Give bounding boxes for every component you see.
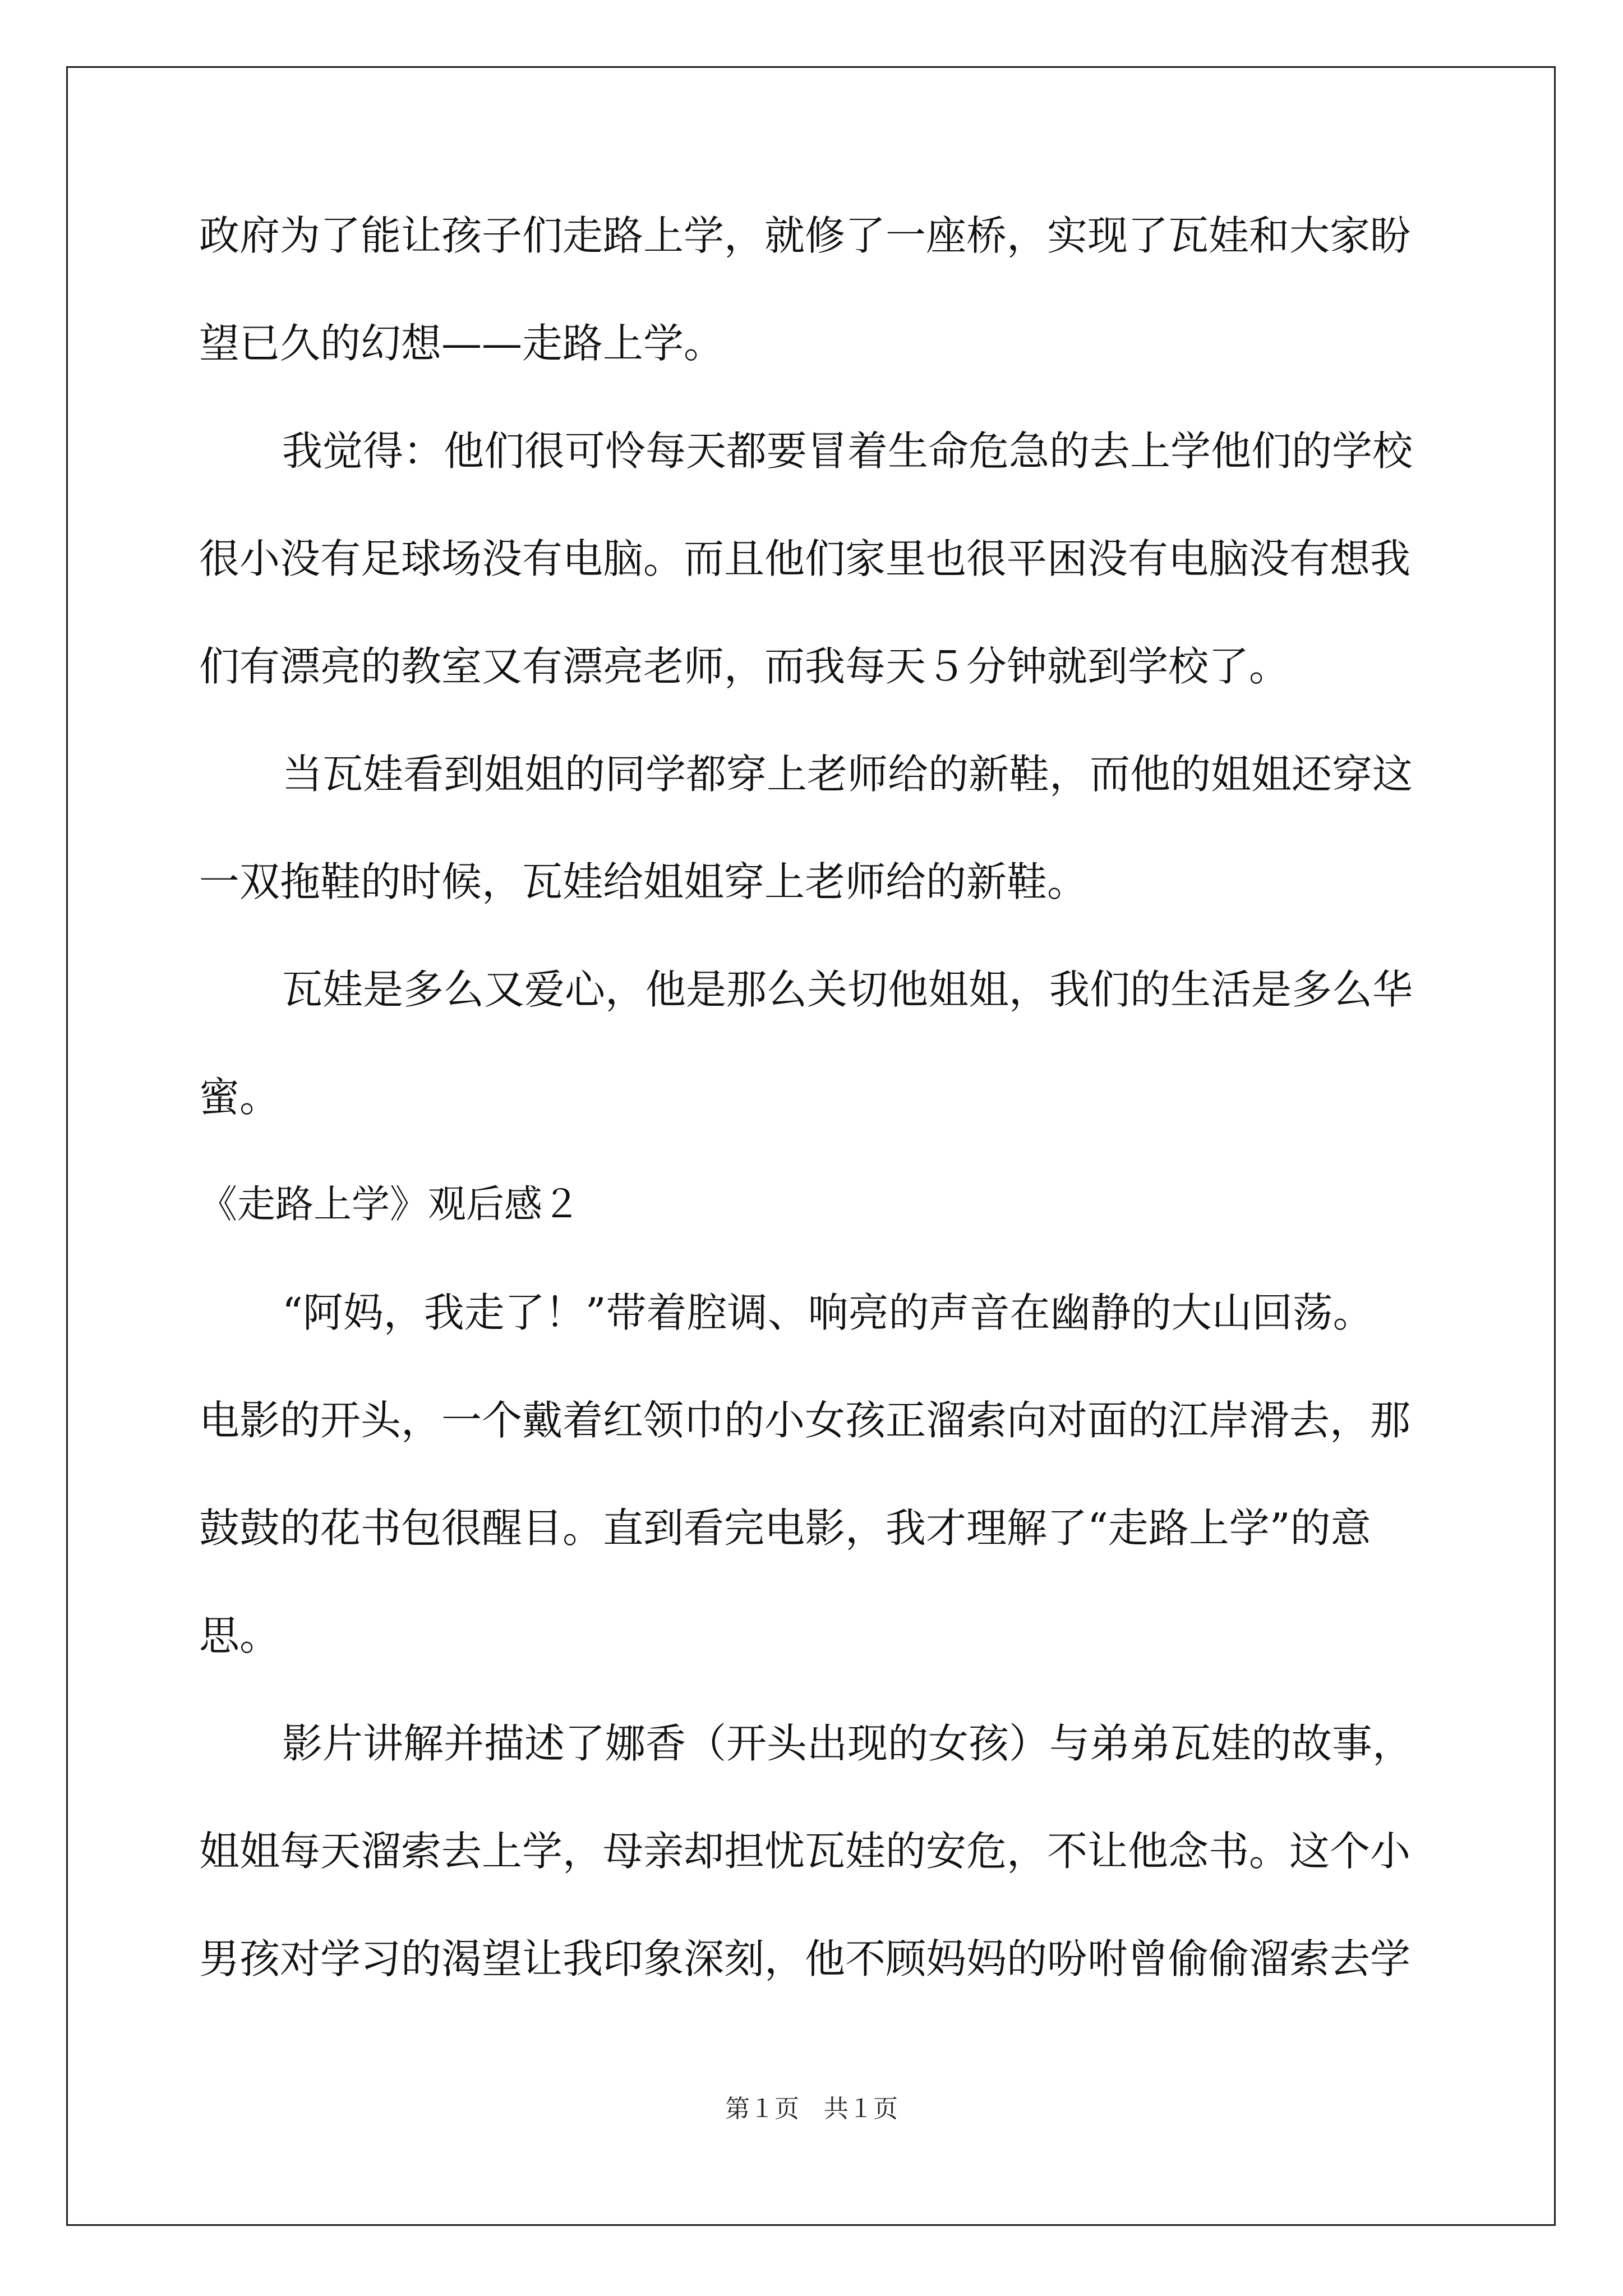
text-line: “阿妈，我走了！”带着腔调、响亮的声音在幽静的大山回荡。 (282, 1289, 1373, 1336)
text-line: 蜜。 (199, 1074, 280, 1121)
section-heading: 《走路上学》观后感２ (199, 1182, 581, 1227)
text-line: 们有漂亮的教室又有漂亮老师，而我每天５分钟就到学校了。 (199, 643, 1290, 690)
text-line: 我觉得：他们很可怜每天都要冒着生命危急的去上学他们的学校 (282, 427, 1413, 475)
text-line: 瓦娃是多么又爱心，他是那么关切他姐姐，我们的生活是多么华 (282, 966, 1413, 1013)
text-line: 政府为了能让孩子们走路上学，就修了一座桥，实现了瓦娃和大家盼 (199, 212, 1411, 259)
text-line: 男孩对学习的渴望让我印象深刻，他不顾妈妈的吩咐曾偷偷溜索去学 (199, 1935, 1411, 1982)
text-line: 电影的开头，一个戴着红领巾的小女孩正溜索向对面的江岸滑去，那 (199, 1397, 1411, 1444)
text-line: 鼓鼓的花书包很醒目。直到看完电影，我才理解了“走路上学”的意 (199, 1504, 1371, 1552)
page-footer: 第１页 共１页 (725, 2095, 898, 2123)
text-line: 思。 (199, 1612, 280, 1659)
text-line: 望已久的幻想——走路上学。 (199, 320, 725, 367)
text-line: 一双拖鞋的时候，瓦娃给姐姐穿上老师给的新鞋。 (199, 858, 1088, 905)
text-line: 姐姐每天溜索去上学，母亲却担忧瓦娃的安危，不让他念书。这个小 (199, 1828, 1411, 1875)
text-line: 影片讲解并描述了娜香（开头出现的女孩）与弟弟瓦娃的故事， (282, 1720, 1413, 1767)
text-line: 很小没有足球场没有电脑。而且他们家里也很平困没有电脑没有想我 (199, 535, 1411, 582)
text-line: 当瓦娃看到姐姐的同学都穿上老师给的新鞋，而他的姐姐还穿这 (282, 751, 1413, 798)
document-body (199, 208, 1427, 1987)
